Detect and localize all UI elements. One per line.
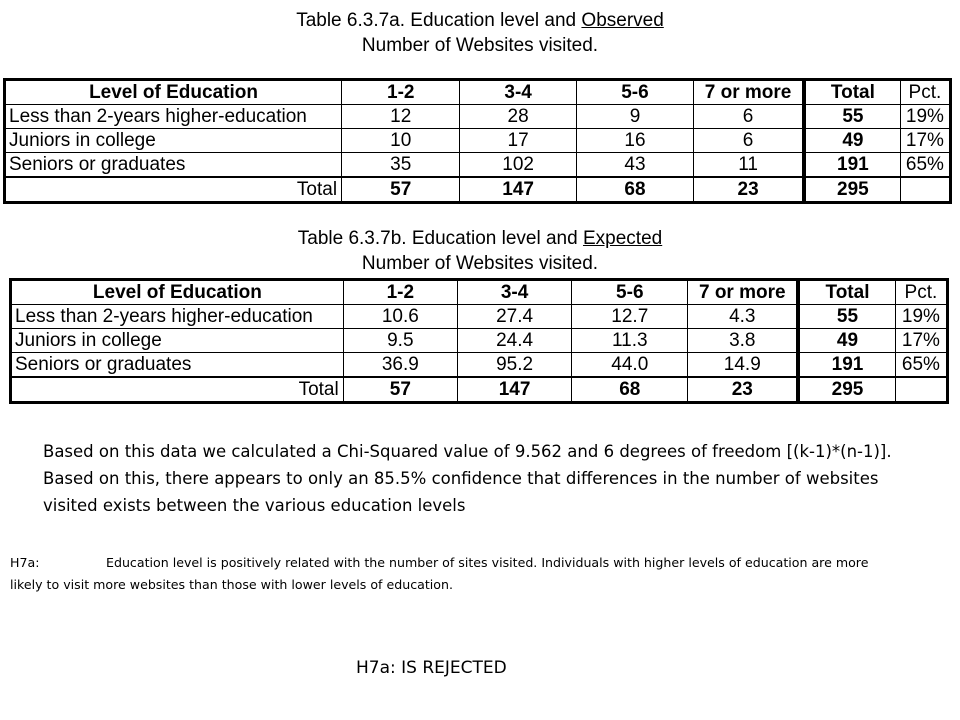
cell-5-6: 12.7 <box>572 305 688 329</box>
total-7-or-more: 23 <box>688 377 798 403</box>
row-label: Juniors in college <box>11 329 344 353</box>
table-a-header-3-4: 3-4 <box>460 80 576 105</box>
table-b <box>9 278 949 404</box>
table-a-title-underlined: Observed <box>581 10 664 31</box>
cell-5-6: 44.0 <box>572 353 688 378</box>
cell-pct: 65% <box>895 353 947 378</box>
table-b-header-1-2: 1-2 <box>343 280 457 305</box>
cell-7-or-more: 6 <box>694 129 804 153</box>
hypothesis-verdict: H7a: IS REJECTED <box>356 658 507 678</box>
cell-7-or-more: 14.9 <box>688 353 798 378</box>
cell-1-2: 10 <box>342 129 460 153</box>
table-b-header-7-or-more: 7 or more <box>688 280 798 305</box>
table-a-total-row <box>5 177 951 203</box>
hypothesis <box>10 552 900 596</box>
cell-total: 55 <box>798 305 895 329</box>
table-a-header-total: Total <box>804 80 900 105</box>
cell-1-2: 12 <box>342 105 460 129</box>
cell-pct: 65% <box>900 153 950 178</box>
cell-5-6: 9 <box>576 105 693 129</box>
cell-total: 191 <box>798 353 895 378</box>
cell-3-4: 28 <box>460 105 576 129</box>
total-label: Total <box>5 177 342 203</box>
table-b-header-5-6: 5-6 <box>572 280 688 305</box>
table-b-header-3-4: 3-4 <box>457 280 571 305</box>
table-row <box>11 329 948 353</box>
cell-3-4: 102 <box>460 153 576 178</box>
cell-total: 49 <box>798 329 895 353</box>
grand-total: 295 <box>798 377 895 403</box>
cell-7-or-more: 11 <box>694 153 804 178</box>
table-b-header-total: Total <box>798 280 895 305</box>
total-5-6: 68 <box>576 177 693 203</box>
row-label: Seniors or graduates <box>5 153 342 178</box>
table-b-header-pct: Pct. <box>895 280 947 305</box>
table-a-title <box>180 8 780 58</box>
cell-5-6: 16 <box>576 129 693 153</box>
table-b-header-level: Level of Education <box>11 280 344 305</box>
table-a-header-row <box>5 80 951 105</box>
row-label: Less than 2-years higher-education <box>11 305 344 329</box>
table-b-title-line2: Number of Websites visited. <box>361 253 599 274</box>
cell-7-or-more: 4.3 <box>688 305 798 329</box>
cell-3-4: 24.4 <box>457 329 571 353</box>
cell-5-6: 43 <box>576 153 693 178</box>
cell-pct: 19% <box>895 305 947 329</box>
total-3-4: 147 <box>457 377 571 403</box>
total-7-or-more: 23 <box>694 177 804 203</box>
table-a-header-pct: Pct. <box>900 80 950 105</box>
cell-pct: 19% <box>900 105 950 129</box>
table-row <box>11 305 948 329</box>
cell-total: 191 <box>804 153 900 178</box>
cell-5-6: 11.3 <box>572 329 688 353</box>
table-a-title-prefix: Table 6.3.7a. Education level and <box>296 10 582 31</box>
total-label: Total <box>11 377 344 403</box>
row-label: Juniors in college <box>5 129 342 153</box>
hypothesis-label: H7a: <box>10 555 40 570</box>
table-row <box>5 105 951 129</box>
cell-3-4: 27.4 <box>457 305 571 329</box>
hypothesis-text: Education level is positively related with the number of sites visited. Individuals with higher levels of education are more likely to visit more websites than those with lower levels of education. <box>10 555 869 592</box>
cell-total: 49 <box>804 129 900 153</box>
table-a <box>3 78 952 204</box>
cell-1-2: 9.5 <box>343 329 457 353</box>
total-1-2: 57 <box>343 377 457 403</box>
total-pct <box>900 177 950 203</box>
row-label: Seniors or graduates <box>11 353 344 378</box>
total-1-2: 57 <box>342 177 460 203</box>
table-b-title <box>180 226 780 276</box>
table-a-header-5-6: 5-6 <box>576 80 693 105</box>
cell-7-or-more: 6 <box>694 105 804 129</box>
cell-1-2: 35 <box>342 153 460 178</box>
table-row <box>5 153 951 178</box>
total-pct <box>895 377 947 403</box>
cell-3-4: 17 <box>460 129 576 153</box>
table-row <box>11 353 948 378</box>
row-label: Less than 2-years higher-education <box>5 105 342 129</box>
table-b-title-underlined: Expected <box>582 228 663 249</box>
table-a-header-level: Level of Education <box>5 80 342 105</box>
table-row <box>5 129 951 153</box>
chi-squared-summary: Based on this data we calculated a Chi-Squared value of 9.562 and 6 degrees of freedom [(k-1)*(n-1)]. Based on this, there appears to only an 85.5% confidence that differences in the number of websites visited exists between the various education levels <box>43 442 892 515</box>
cell-total: 55 <box>804 105 900 129</box>
table-b-title-prefix: Table 6.3.7b. Education level and <box>297 228 583 249</box>
grand-total: 295 <box>804 177 900 203</box>
cell-3-4: 95.2 <box>457 353 571 378</box>
total-5-6: 68 <box>572 377 688 403</box>
total-3-4: 147 <box>460 177 576 203</box>
table-b-total-row <box>11 377 948 403</box>
table-a-title-line2: Number of Websites visited. <box>361 35 599 56</box>
cell-pct: 17% <box>895 329 947 353</box>
cell-7-or-more: 3.8 <box>688 329 798 353</box>
table-a-header-1-2: 1-2 <box>342 80 460 105</box>
cell-1-2: 36.9 <box>343 353 457 378</box>
cell-1-2: 10.6 <box>343 305 457 329</box>
cell-pct: 17% <box>900 129 950 153</box>
table-b-header-row <box>11 280 948 305</box>
table-a-header-7-or-more: 7 or more <box>694 80 804 105</box>
